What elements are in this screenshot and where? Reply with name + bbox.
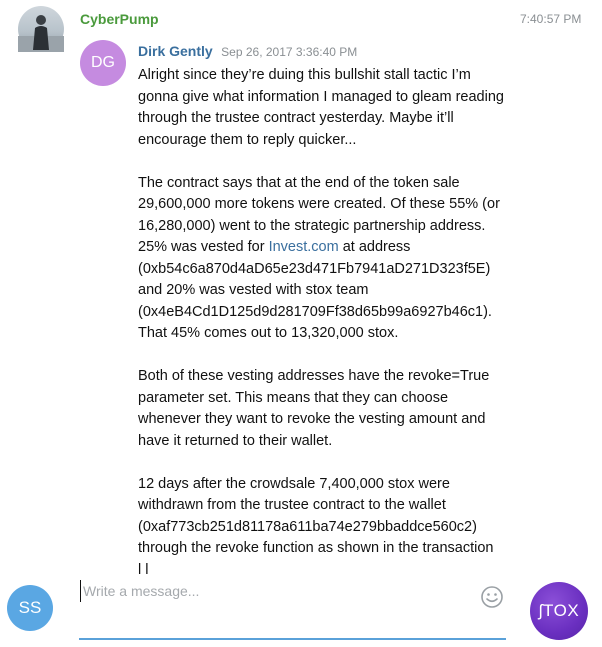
invest-link[interactable]: Invest.com	[268, 239, 339, 255]
paragraph-2-text-c: at address (0xb54c6a870d4aD65e23d471Fb7941aD271D323f5E) and 20% was vested with stox team (0x4eB4Cd1D125d9d281709Ff38d65b99a6927b46c1). That 45% comes out to 13,320,000 stox.	[138, 239, 492, 341]
paragraph-2-text-b: 25% was vested for	[138, 239, 269, 255]
quoted-header	[138, 43, 357, 61]
paragraph-4	[138, 474, 508, 582]
message-time: 7:40:57 PM	[520, 12, 582, 26]
paragraph-4-tail: l l	[138, 561, 149, 578]
quoted-date: Sep 26, 2017 3:36:40 PM	[221, 45, 358, 59]
stox-send-button[interactable]: ʃTOX	[530, 582, 588, 640]
quoted-author-name[interactable]: Dirk Gently	[138, 43, 213, 59]
paragraph-3: Both of these vesting addresses have the revoke=True parameter set. This means that they can choose whenever they want to revoke the vesting amount and have it returned to their wallet.	[138, 368, 490, 449]
sender-name[interactable]: CyberPump	[80, 11, 159, 27]
message-input[interactable]	[80, 580, 473, 602]
paragraph-4-text: 12 days after the crowdsale 7,400,000 stox were withdrawn from the trustee contract to the wallet (0xaf773cb251d81178a611ba74e279bbaddce560c2) through the revoke function as shown in the transaction	[138, 475, 494, 556]
sender-avatar[interactable]	[18, 6, 64, 52]
paragraph-2-text: The contract says that at the end of the token sale 29,600,000 more tokens were created. Of these 55% (or 16,280,000) went to the strategic partnership address.	[138, 174, 500, 234]
paragraph-2	[138, 173, 508, 345]
paragraph-1: Alright since they’re duing this bullshit stall tactic I’m gonna give what information I managed to gleam reading through the trustee contract yesterday. Maybe it’ll encourage them to reply quicker...	[138, 67, 504, 148]
my-avatar[interactable]: SS	[7, 585, 53, 631]
input-underline	[79, 638, 506, 640]
message-text	[138, 65, 508, 603]
smiley-icon[interactable]	[480, 585, 504, 609]
quoted-author-avatar[interactable]: DG	[80, 40, 126, 86]
